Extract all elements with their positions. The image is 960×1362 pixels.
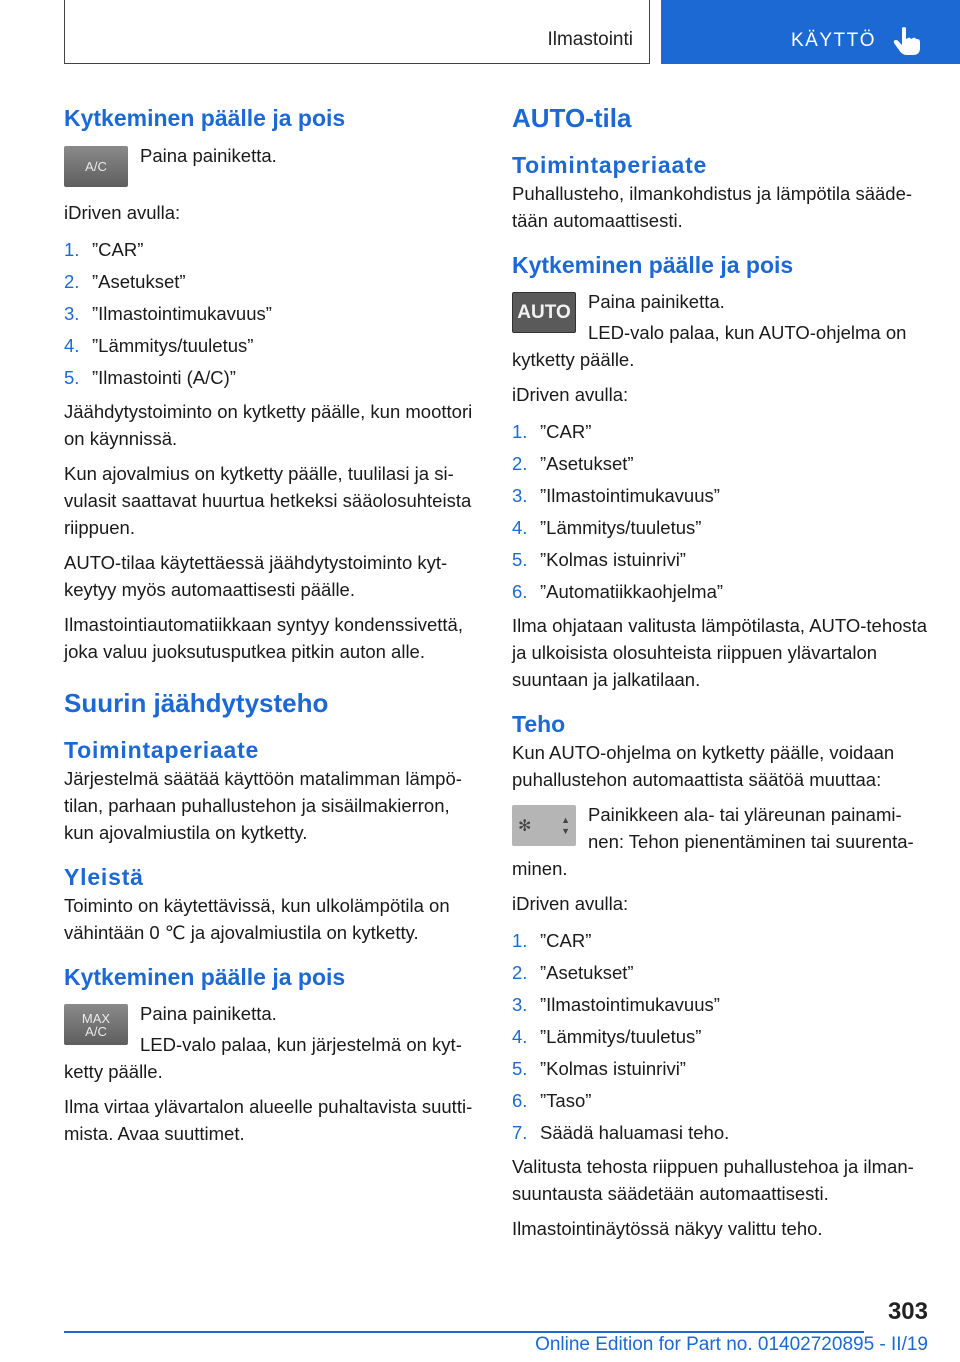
- edition-text: Online Edition for Part no. 01402720895 - II/19: [535, 1334, 928, 1355]
- max-ac-button-row: [64, 1000, 480, 1085]
- idrive-label: iDriven avulla:: [512, 893, 629, 914]
- list-item: 6. ”Taso”: [512, 1090, 592, 1111]
- list-item: 6. ”Automatiikkaohjelma”: [512, 581, 724, 602]
- list-item: 7. Säädä haluamasi teho.: [512, 1122, 730, 1143]
- list-item: 3. ”Ilmastointimukavuus”: [512, 994, 720, 1015]
- auto-button-icon: [512, 292, 576, 333]
- ac-button-label: A/C: [85, 159, 107, 174]
- list-item: 4. ”Lämmitys/tuuletus”: [512, 517, 702, 538]
- fan-text: Painikkeen ala- tai yläreunan painaminen: Tehon pienentäminen tai suurentaminen.: [512, 804, 914, 879]
- fan-button-icon: [512, 805, 576, 846]
- chapter-title: KÄYTTÖ: [791, 30, 877, 51]
- list-item: 2. ”Asetukset”: [512, 962, 634, 983]
- heading-switch-max: Kytkeminen päälle ja pois: [64, 964, 346, 990]
- paragraph: Ilmastointiautomatiikkaan syntyy kondenssivettä, joka valuu juoksutusputkea pitkin auton alle.: [64, 614, 463, 662]
- steps-list-power: [512, 925, 928, 1149]
- led-text: LED-valo palaa, kun AUTO-ohjelma on kytketty päälle.: [512, 322, 907, 370]
- list-item: 4. ”Lämmitys/tuuletus”: [512, 1026, 702, 1047]
- paragraph: Jäähdytystoiminto on kytketty päälle, kun moottori on käynnissä.: [64, 401, 473, 449]
- list-item: 4. ”Lämmitys/tuuletus”: [64, 335, 254, 356]
- led-text: LED-valo palaa, kun järjestelmä on kytketty päälle.: [64, 1034, 462, 1082]
- list-item: 1. ”CAR”: [512, 930, 592, 951]
- left-column: [64, 102, 480, 1147]
- section-title: Ilmastointi: [547, 29, 633, 50]
- list-item: 5. ”Ilmastointi (A/C)”: [64, 367, 236, 388]
- page-header: [0, 0, 960, 66]
- idrive-label: iDriven avulla:: [512, 384, 629, 405]
- max-ac-button-icon: [64, 1004, 128, 1045]
- heading-switch: Kytkeminen päälle ja pois: [64, 105, 346, 131]
- steps-list-ac: [64, 234, 480, 394]
- heading-switch-auto: Kytkeminen päälle ja pois: [512, 252, 794, 278]
- heading-principle: Toimintaperiaate: [64, 737, 260, 763]
- paragraph: Valitusta tehosta riippuen puhallustehoa ja ilmansuuntausta säädetään automaattisesti.: [512, 1156, 914, 1204]
- list-item: 5. ”Kolmas istuinrivi”: [512, 549, 686, 570]
- arrow-up-icon: ▲: [561, 814, 570, 825]
- list-item: 3. ”Ilmastointimukavuus”: [64, 303, 272, 324]
- heading-power: Teho: [512, 711, 566, 737]
- heading-general: Yleistä: [64, 864, 144, 890]
- press-instruction: Paina painiketta.: [140, 1003, 277, 1024]
- auto-button-row: [512, 288, 928, 373]
- ac-button-row: [64, 142, 480, 195]
- paragraph: Ilmastointinäytössä näkyy valittu teho.: [512, 1218, 823, 1239]
- paragraph: Ilma virtaa ylävartalon alueelle puhaltavista suuttimista. Avaa suuttimet.: [64, 1096, 473, 1144]
- paragraph: Järjestelmä säätää käyttöön matalimman lämpötilan, parhaan puhallustehon ja sisäilmakierron, kun ajovalmiustila on kytketty.: [64, 768, 462, 843]
- paragraph: AUTO-tilaa käytettäessä jäähdytystoiminto kytkeytyy myös automaattisesti päälle.: [64, 552, 448, 600]
- page-number: 303: [887, 1298, 928, 1325]
- heading-auto: AUTO-tila: [512, 103, 632, 133]
- list-item: 1. ”CAR”: [512, 421, 592, 442]
- paragraph: Ilma ohjataan valitusta lämpötilasta, AUTO-tehosta ja ulkoisista olosuhteista riippuen ylävartalon suuntaan ja jalkatilaan.: [512, 615, 928, 690]
- pointing-hand-icon: [893, 26, 921, 56]
- chapter-tab: [661, 0, 960, 64]
- ac-button-icon: [64, 146, 128, 187]
- footer-divider: [64, 1331, 864, 1333]
- steps-list-auto: [512, 416, 928, 608]
- list-item: 1. ”CAR”: [64, 239, 144, 260]
- list-item: 2. ”Asetukset”: [64, 271, 186, 292]
- idrive-label: iDriven avulla:: [64, 202, 181, 223]
- section-header-box: [64, 0, 650, 64]
- heading-principle: Toimintaperiaate: [512, 152, 708, 178]
- list-item: 3. ”Ilmastointimukavuus”: [512, 485, 720, 506]
- auto-label: AUTO: [517, 301, 571, 323]
- press-instruction: Paina painiketta.: [140, 145, 277, 166]
- fan-icon: ✻: [518, 817, 532, 835]
- fan-button-row: [512, 801, 928, 882]
- paragraph: Puhallusteho, ilmankohdistus ja lämpötila säädetään automaattisesti.: [512, 183, 913, 231]
- paragraph: Toiminto on käytettävissä, kun ulkolämpötila on vähintään 0 ℃ ja ajovalmiustila on kytketty.: [64, 895, 450, 943]
- press-instruction: Paina painiketta.: [588, 291, 725, 312]
- max-label: MAX: [81, 1010, 111, 1026]
- right-column: [512, 102, 928, 1242]
- paragraph: Kun ajovalmius on kytketty päälle, tuulilasi ja sivulasit saattavat huurtua hetkeksi sääolosuhteista riippuen.: [64, 463, 472, 538]
- paragraph: Kun AUTO-ohjelma on kytketty päälle, voidaan puhallustehon automaattista säätöä muuttaa:: [512, 742, 895, 790]
- fan-arrows: [561, 815, 570, 837]
- list-item: 2. ”Asetukset”: [512, 453, 634, 474]
- arrow-down-icon: ▼: [561, 825, 570, 836]
- ac-label: A/C: [85, 1023, 107, 1039]
- list-item: 5. ”Kolmas istuinrivi”: [512, 1058, 686, 1079]
- heading-max-cooling: Suurin jäähdytysteho: [64, 688, 329, 718]
